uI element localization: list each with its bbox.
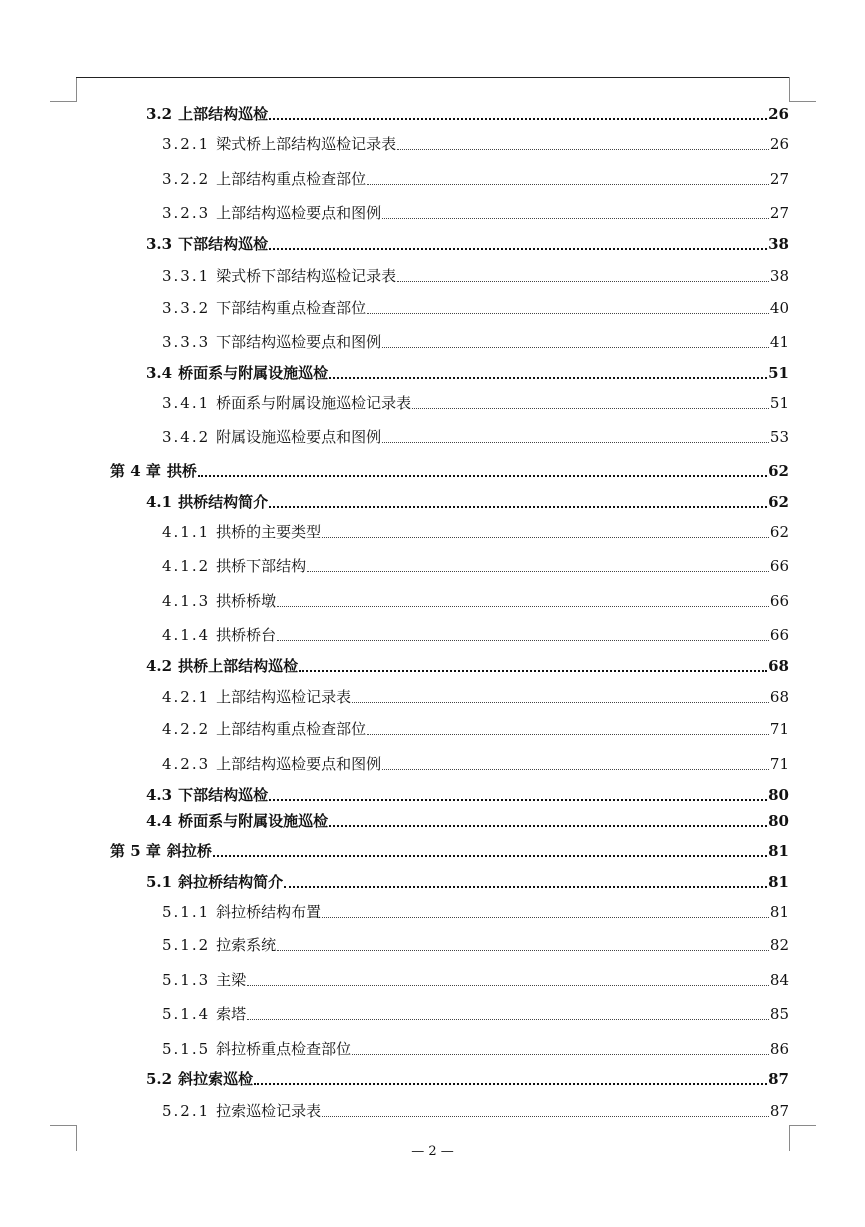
toc-entry-page: 27 xyxy=(769,204,789,222)
toc-entry-number: 3.4.1 xyxy=(162,394,211,412)
toc-entry-title: 索塔 xyxy=(216,1005,247,1023)
toc-dot-leader xyxy=(269,247,767,250)
toc-entry[interactable] xyxy=(146,362,789,384)
toc-entry-title: 拱桥的主要类型 xyxy=(216,523,322,541)
toc-entry-title: 拱桥桥墩 xyxy=(216,592,277,610)
toc-entry-label xyxy=(162,934,276,956)
toc-entry[interactable] xyxy=(162,590,789,612)
toc-entry-number: 5.2.1 xyxy=(162,1102,211,1120)
toc-entry-label xyxy=(162,168,366,190)
toc-entry-title: 上部结构巡检 xyxy=(178,105,269,123)
toc-entry-title: 梁式桥上部结构巡检记录表 xyxy=(216,135,397,153)
crop-mark-top-right xyxy=(789,77,816,102)
toc-dot-leader xyxy=(198,474,767,477)
toc-entry-number: 3.3 xyxy=(146,235,173,253)
toc-entry-title: 斜拉桥 xyxy=(166,842,212,860)
toc-entry-page: 26 xyxy=(769,135,789,153)
toc-entry[interactable] xyxy=(162,265,789,287)
toc-entry-number: 5.1.2 xyxy=(162,936,211,954)
toc-entry-label xyxy=(146,233,268,255)
toc-entry-page: 87 xyxy=(768,1070,789,1088)
toc-entry-number: 5.1.3 xyxy=(162,971,211,989)
toc-entry-page: 84 xyxy=(769,971,789,989)
toc-entry[interactable] xyxy=(162,934,789,956)
toc-entry-label xyxy=(146,784,268,806)
toc-dot-leader xyxy=(382,346,769,348)
toc-entry-number: 4.4 xyxy=(146,812,173,830)
toc-dot-leader xyxy=(307,570,769,572)
toc-dot-leader xyxy=(352,701,769,703)
toc-entry-title: 主梁 xyxy=(216,971,247,989)
toc-dot-leader xyxy=(254,1082,767,1085)
toc-entry-label xyxy=(110,460,197,482)
toc-entry[interactable] xyxy=(146,871,789,893)
toc-entry-page: 41 xyxy=(769,333,789,351)
toc-entry-title: 下部结构重点检查部位 xyxy=(216,299,367,317)
toc-entry-page: 81 xyxy=(769,903,789,921)
toc-entry-label xyxy=(162,1003,246,1025)
toc-entry[interactable] xyxy=(162,392,789,414)
toc-entry-page: 53 xyxy=(769,428,789,446)
toc-dot-leader xyxy=(299,669,767,672)
toc-entry[interactable] xyxy=(162,624,789,646)
toc-entry-number: 3.2 xyxy=(146,105,173,123)
toc-dot-leader xyxy=(269,117,767,120)
toc-entry[interactable] xyxy=(146,233,789,255)
toc-entry-number: 第 5 章 xyxy=(110,842,161,860)
toc-entry-title: 附属设施巡检要点和图例 xyxy=(216,428,382,446)
toc-entry-title: 桥面系与附属设施巡检 xyxy=(178,812,329,830)
toc-entry-title: 上部结构巡检要点和图例 xyxy=(216,755,382,773)
toc-entry-page: 80 xyxy=(768,812,789,830)
toc-dot-leader xyxy=(277,639,769,641)
toc-entry-title: 上部结构巡检要点和图例 xyxy=(216,204,382,222)
toc-entry-page: 26 xyxy=(768,105,789,123)
toc-entry[interactable] xyxy=(162,753,789,775)
toc-entry-number: 第 4 章 xyxy=(110,462,161,480)
toc-entry-label xyxy=(146,810,328,832)
toc-entry-label xyxy=(162,1038,351,1060)
toc-entry[interactable] xyxy=(162,426,789,448)
toc-entry-number: 5.1 xyxy=(146,873,173,891)
toc-entry-number: 3.2.1 xyxy=(162,135,211,153)
toc-entry-label xyxy=(162,901,321,923)
toc-entry-page: 81 xyxy=(768,842,789,860)
toc-entry-label xyxy=(162,297,366,319)
toc-entry-number: 3.2.3 xyxy=(162,204,211,222)
toc-entry-number: 3.3.3 xyxy=(162,333,211,351)
toc-dot-leader xyxy=(322,916,769,918)
toc-entry-number: 5.1.5 xyxy=(162,1040,211,1058)
toc-entry[interactable] xyxy=(146,784,789,806)
toc-dot-leader xyxy=(412,407,769,409)
toc-entry-page: 62 xyxy=(768,493,789,511)
toc-entry-title: 斜拉索巡检 xyxy=(178,1070,254,1088)
toc-entry-label xyxy=(162,202,381,224)
toc-entry-page: 62 xyxy=(769,523,789,541)
toc-entry-label xyxy=(162,331,381,353)
toc-dot-leader xyxy=(367,183,769,185)
toc-entry-page: 51 xyxy=(769,394,789,412)
toc-entry-label xyxy=(146,362,328,384)
toc-dot-leader xyxy=(397,148,769,150)
toc-entry-title: 斜拉桥结构布置 xyxy=(216,903,322,921)
toc-entry[interactable] xyxy=(162,1003,789,1025)
toc-entry-page: 86 xyxy=(769,1040,789,1058)
toc-entry[interactable] xyxy=(146,103,789,125)
toc-entry-label xyxy=(162,426,381,448)
toc-entry-title: 斜拉桥结构简介 xyxy=(178,873,284,891)
toc-dot-leader xyxy=(277,605,769,607)
toc-entry-number: 3.4.2 xyxy=(162,428,211,446)
toc-entry-title: 拉索系统 xyxy=(216,936,277,954)
toc-entry[interactable] xyxy=(162,901,789,923)
toc-entry-label xyxy=(110,840,212,862)
toc-entry-page: 38 xyxy=(769,267,789,285)
toc-entry[interactable] xyxy=(162,331,789,353)
toc-entry-title: 拱桥下部结构 xyxy=(216,557,307,575)
toc-entry-number: 3.2.2 xyxy=(162,170,211,188)
toc-entry-label xyxy=(162,590,276,612)
toc-dot-leader xyxy=(329,824,767,827)
toc-entry[interactable] xyxy=(162,133,789,155)
toc-entry-page: 82 xyxy=(769,936,789,954)
toc-entry-number: 3.3.1 xyxy=(162,267,211,285)
toc-entry-label xyxy=(162,969,246,991)
toc-dot-leader xyxy=(352,1053,769,1055)
toc-dot-leader xyxy=(247,984,769,986)
toc-entry-page: 51 xyxy=(768,364,789,382)
toc-entry[interactable] xyxy=(162,521,789,543)
toc-entry-number: 4.2.1 xyxy=(162,688,211,706)
toc-entry-number: 4.2 xyxy=(146,657,173,675)
toc-dot-leader xyxy=(397,280,769,282)
toc-entry-label xyxy=(162,392,411,414)
toc-entry-page: 68 xyxy=(769,688,789,706)
toc-entry[interactable] xyxy=(162,202,789,224)
toc-entry-title: 拱桥结构简介 xyxy=(178,493,269,511)
toc-entry[interactable] xyxy=(162,168,789,190)
toc-entry-page: 27 xyxy=(769,170,789,188)
toc-entry-number: 5.2 xyxy=(146,1070,173,1088)
toc-entry-title: 拱桥上部结构巡检 xyxy=(178,657,299,675)
toc-dot-leader xyxy=(382,768,769,770)
toc-entry-page: 68 xyxy=(768,657,789,675)
toc-entry-label xyxy=(146,1068,253,1090)
header-rule xyxy=(76,77,789,78)
toc-entry[interactable] xyxy=(162,1100,789,1122)
toc-entry-number: 4.2.3 xyxy=(162,755,211,773)
toc-dot-leader xyxy=(367,312,769,314)
toc-entry-page: 66 xyxy=(769,592,789,610)
toc-entry[interactable] xyxy=(162,686,789,708)
toc-entry-number: 4.1.3 xyxy=(162,592,211,610)
toc-entry[interactable] xyxy=(162,1038,789,1060)
toc-dot-leader xyxy=(382,441,769,443)
toc-entry-title: 下部结构巡检 xyxy=(178,786,269,804)
toc-entry-title: 拱桥桥台 xyxy=(216,626,277,644)
toc-entry-title: 梁式桥下部结构巡检记录表 xyxy=(216,267,397,285)
toc-entry-label xyxy=(146,871,283,893)
toc-dot-leader xyxy=(322,1115,769,1117)
toc-entry-title: 桥面系与附属设施巡检 xyxy=(178,364,329,382)
toc-entry-page: 71 xyxy=(769,720,789,738)
toc-entry[interactable] xyxy=(110,840,789,862)
toc-entry-title: 下部结构巡检要点和图例 xyxy=(216,333,382,351)
crop-mark-top-left xyxy=(50,77,77,102)
toc-entry-title: 上部结构巡检记录表 xyxy=(216,688,352,706)
toc-dot-leader xyxy=(329,376,767,379)
toc-entry-number: 4.1.1 xyxy=(162,523,211,541)
toc-entry[interactable] xyxy=(162,555,789,577)
toc-entry-page: 66 xyxy=(769,557,789,575)
toc-entry-number: 4.2.2 xyxy=(162,720,211,738)
toc-entry-label xyxy=(162,753,381,775)
toc-entry-number: 3.3.2 xyxy=(162,299,211,317)
toc-entry[interactable] xyxy=(146,810,789,832)
toc-entry-page: 40 xyxy=(769,299,789,317)
toc-entry-number: 5.1.4 xyxy=(162,1005,211,1023)
toc-entry-label xyxy=(162,133,396,155)
toc-entry-page: 85 xyxy=(769,1005,789,1023)
toc-entry-page: 80 xyxy=(768,786,789,804)
toc-entry-title: 上部结构重点检查部位 xyxy=(216,170,367,188)
toc-entry-number: 4.1 xyxy=(146,493,173,511)
toc-entry-title: 下部结构巡检 xyxy=(178,235,269,253)
toc-entry-label xyxy=(146,655,298,677)
toc-dot-leader xyxy=(277,949,769,951)
toc-entry-title: 斜拉桥重点检查部位 xyxy=(216,1040,352,1058)
toc-entry-page: 66 xyxy=(769,626,789,644)
toc-entry-number: 4.1.2 xyxy=(162,557,211,575)
toc-entry-page: 71 xyxy=(769,755,789,773)
toc-entry[interactable] xyxy=(162,718,789,740)
toc-entry-label xyxy=(162,1100,321,1122)
toc-dot-leader xyxy=(269,505,767,508)
toc-entry-number: 3.4 xyxy=(146,364,173,382)
toc-entry-number: 4.3 xyxy=(146,786,173,804)
toc-dot-leader xyxy=(367,733,769,735)
toc-entry-number: 5.1.1 xyxy=(162,903,211,921)
toc-entry-label xyxy=(146,103,268,125)
toc-entry[interactable] xyxy=(162,297,789,319)
toc-entry-label xyxy=(162,624,276,646)
toc-entry-label xyxy=(146,491,268,513)
toc-entry[interactable] xyxy=(162,969,789,991)
toc-entry[interactable] xyxy=(146,655,789,677)
toc-entry[interactable] xyxy=(146,1068,789,1090)
toc-entry-label xyxy=(162,265,396,287)
toc-entry-title: 拱桥 xyxy=(166,462,197,480)
toc-entry-page: 38 xyxy=(768,235,789,253)
toc-entry-label xyxy=(162,521,321,543)
toc-dot-leader xyxy=(213,854,767,857)
toc-entry-label xyxy=(162,686,351,708)
toc-entry[interactable] xyxy=(110,460,789,482)
toc-entry-page: 62 xyxy=(768,462,789,480)
toc-dot-leader xyxy=(284,885,767,888)
toc-dot-leader xyxy=(382,217,769,219)
toc-dot-leader xyxy=(247,1018,769,1020)
toc-entry[interactable] xyxy=(146,491,789,513)
toc-entry-title: 拉索巡检记录表 xyxy=(216,1102,322,1120)
page-number: — 2 — xyxy=(411,1144,454,1159)
toc-dot-leader xyxy=(269,798,767,801)
toc-entry-label xyxy=(162,555,306,577)
toc-dot-leader xyxy=(322,536,769,538)
toc-entry-title: 上部结构重点检查部位 xyxy=(216,720,367,738)
toc-entry-page: 87 xyxy=(769,1102,789,1120)
toc-entry-number: 4.1.4 xyxy=(162,626,211,644)
toc-entry-title: 桥面系与附属设施巡检记录表 xyxy=(216,394,412,412)
toc-entry-page: 81 xyxy=(768,873,789,891)
toc-entry-label xyxy=(162,718,366,740)
